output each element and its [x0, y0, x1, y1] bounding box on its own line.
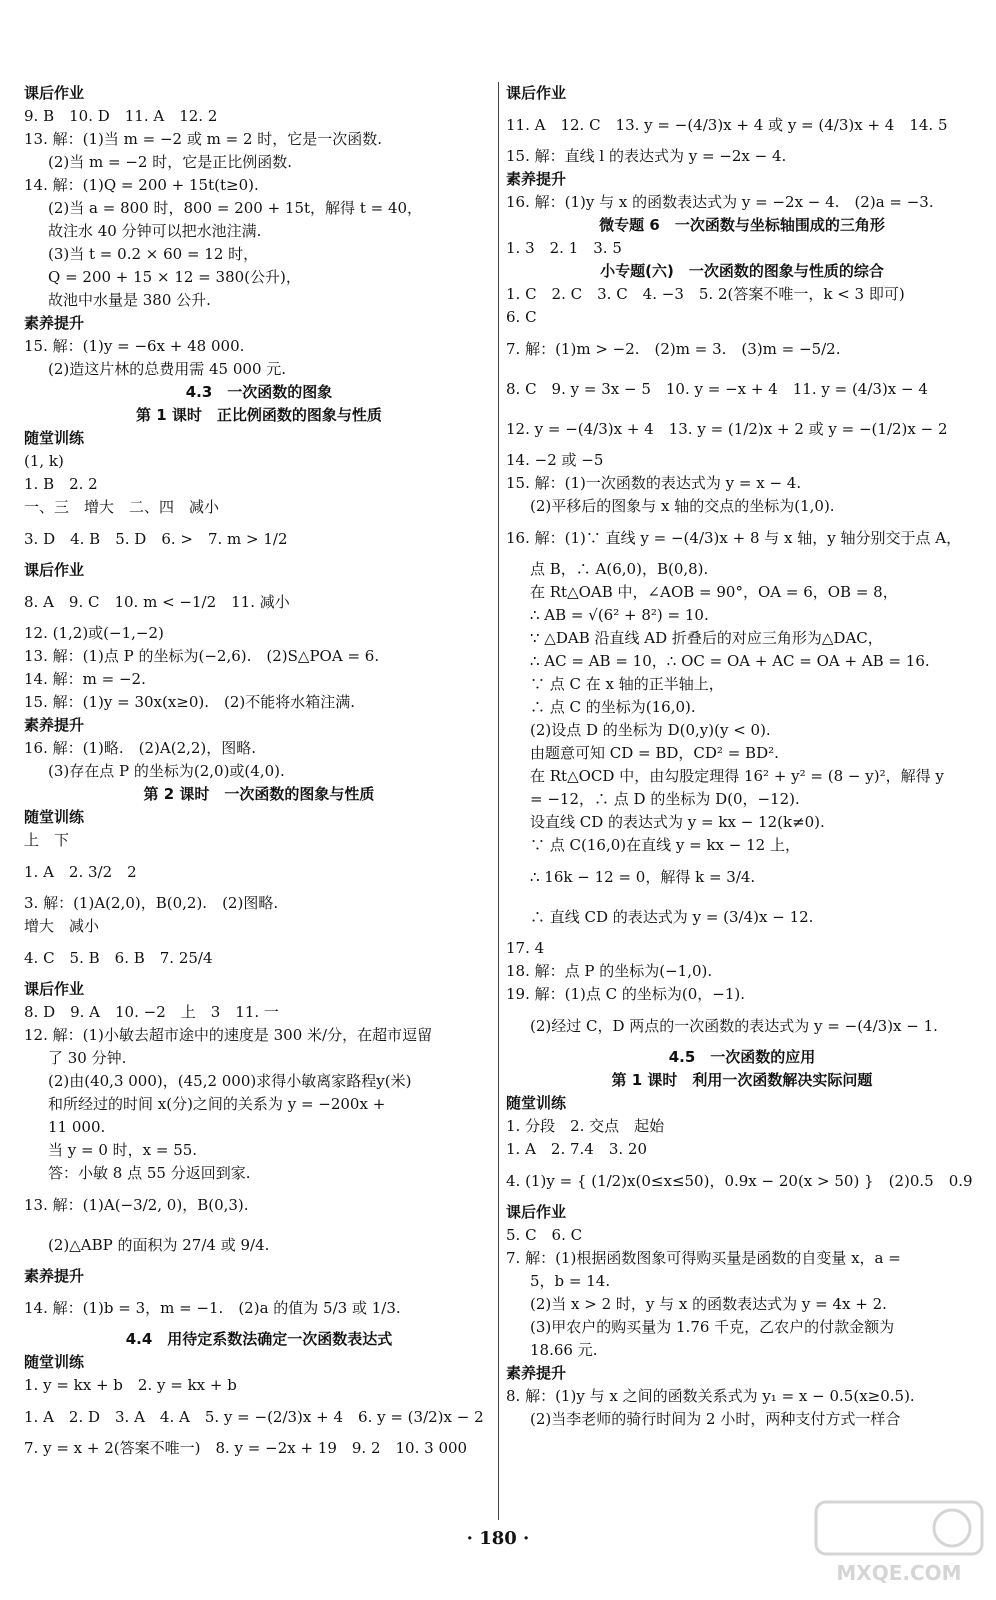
answer-line: (2)由(40,3 000)，(45,2 000)求得小敏离家路程y(米)	[48, 1072, 412, 1090]
answer-line: (2)平移后的图象与 x 轴的交点的坐标为(1,0).	[530, 497, 835, 515]
answer-line: 7. 解：(1)m > −2. (2)m = 3. (3)m = −5/2.	[506, 340, 841, 358]
right-column	[506, 82, 978, 1431]
section-title: 第 2 课时 一次函数的图象与性质	[143, 785, 375, 803]
section-title: 小专题(六) 一次函数的图象与性质的综合	[600, 262, 884, 280]
answer-line: 14. 解：(1)b = 3，m = −1. (2)a 的值为 5/3 或 1/3.	[24, 1299, 401, 1317]
answer-line: 14. 解：(1)Q = 200 + 15t(t≥0).	[24, 176, 259, 194]
section-heading: 随堂训练	[24, 808, 85, 826]
answer-line: 15. 解：直线 l 的表达式为 y = −2x − 4.	[506, 147, 787, 165]
answer-line: ∵ 点 C(16,0)在直线 y = kx − 12 上，	[530, 836, 800, 854]
answer-line: 当 y = 0 时，x = 55.	[48, 1141, 198, 1159]
answer-line: 设直线 CD 的表达式为 y = kx − 12(k≠0).	[530, 813, 825, 831]
answer-line: (2)当李老师的骑行时间为 2 小时，两种支付方式一样合	[530, 1410, 901, 1428]
answer-line: 和所经过的时间 x(分)之间的关系为 y = −200x +	[48, 1095, 386, 1113]
answer-line: Q = 200 + 15 × 12 = 380(公升)，	[48, 268, 301, 286]
answer-line: (2)造这片林的总费用需 45 000 元.	[48, 360, 287, 378]
answer-line: 1. B 2. 2	[24, 475, 98, 493]
answer-line: ∴ AB = √(6² + 8²) = 10.	[530, 606, 709, 624]
answer-line: 12. 解：(1)小敏去超市途中的速度是 300 米/分，在超市逗留	[24, 1026, 433, 1044]
answer-line: 增大 减小	[24, 917, 100, 935]
answer-line: ∴ 直线 CD 的表达式为 y = (3/4)x − 12.	[530, 908, 814, 926]
answer-line: 故注水 40 分钟可以把水池注满.	[48, 222, 262, 240]
section-heading: 随堂训练	[24, 1353, 85, 1371]
answer-line: ∴ 点 C 的坐标为(16,0).	[530, 698, 696, 716]
answer-line: 18. 解：点 P 的坐标为(−1,0).	[506, 962, 713, 980]
answer-line: 1. A 2. 7.4 3. 20	[506, 1140, 648, 1158]
answer-line: (2)当 a = 800 时，800 = 200 + 15t，解得 t = 40，	[48, 199, 423, 217]
page-number: · 180 ·	[466, 1528, 530, 1549]
section-heading: 素养提升	[24, 716, 85, 734]
answer-line: 13. 解：(1)A(−3/2, 0)，B(0,3).	[24, 1196, 249, 1214]
answer-line: 14. −2 或 −5	[506, 451, 604, 469]
answer-line: 15. 解：(1)一次函数的表达式为 y = x − 4.	[506, 474, 802, 492]
section-heading: 课后作业	[24, 84, 85, 102]
answer-line: 8. A 9. C 10. m < −1/2 11. 减小	[24, 593, 290, 611]
answer-line: 16. 解：(1)y 与 x 的函数表达式为 y = −2x − 4. (2)a = −3.	[506, 193, 934, 211]
answer-line: = −12，∴ 点 D 的坐标为 D(0，−12).	[530, 790, 800, 808]
answer-line: 15. 解：(1)y = −6x + 48 000.	[24, 337, 245, 355]
answer-line: 一、三 增大 二、四 减小	[24, 498, 220, 516]
section-heading: 随堂训练	[506, 1094, 567, 1112]
answer-line: 答：小敏 8 点 55 分返回到家.	[48, 1164, 251, 1182]
section-title: 4.3 一次函数的图象	[185, 383, 333, 401]
answer-line: ∵ △DAB 沿直线 AD 折叠后的对应三角形为△DAC，	[530, 629, 883, 647]
answer-line: 由题意可知 CD = BD，CD² = BD².	[530, 744, 779, 762]
answer-line: 13. 解：(1)当 m = −2 或 m = 2 时，它是一次函数.	[24, 130, 383, 148]
section-heading: 素养提升	[506, 170, 567, 188]
answer-line: 了 30 分钟.	[48, 1049, 127, 1067]
answer-line: 13. 解：(1)点 P 的坐标为(−2,6). (2)S△POA = 6.	[24, 647, 380, 665]
answer-line: 3. 解：(1)A(2,0)，B(0,2). (2)图略.	[24, 894, 279, 912]
svg-text:MXQE.COM: MXQE.COM	[836, 1561, 962, 1585]
section-heading: 课后作业	[506, 84, 567, 102]
answer-line: 1. 3 2. 1 3. 5	[506, 239, 622, 257]
answer-line: 7. y = x + 2(答案不唯一) 8. y = −2x + 19 9. 2 10. 3 000	[24, 1439, 468, 1457]
answer-line: 6. C	[506, 308, 537, 326]
section-heading: 素养提升	[506, 1364, 567, 1382]
answer-line: 17. 4	[506, 939, 545, 957]
answer-line: (3)存在点 P 的坐标为(2,0)或(4,0).	[48, 762, 285, 780]
section-heading: 课后作业	[24, 980, 85, 998]
answer-line: 1. C 2. C 3. C 4. −3 5. 2(答案不唯一，k < 3 即可)	[506, 285, 905, 303]
answer-line: 3. D 4. B 5. D 6. > 7. m > 1/2	[24, 530, 288, 548]
answer-line: 11 000.	[48, 1118, 106, 1136]
answer-line: 在 Rt△OAB 中，∠AOB = 90°，OA = 6，OB = 8，	[530, 583, 898, 601]
answer-line: (2)经过 C，D 两点的一次函数的表达式为 y = −(4/3)x − 1.	[530, 1017, 938, 1035]
answer-line: 12. (1,2)或(−1,−2)	[24, 624, 164, 642]
answer-line: (2)当 x > 2 时，y 与 x 的函数表达式为 y = 4x + 2.	[530, 1295, 887, 1313]
section-heading: 素养提升	[24, 314, 85, 332]
answer-line: (2)设点 D 的坐标为 D(0,y)(y < 0).	[530, 721, 771, 739]
answer-line: 14. 解：m = −2.	[24, 670, 146, 688]
answer-line: ∴ 16k − 12 = 0，解得 k = 3/4.	[530, 868, 756, 886]
answer-line: 4. (1)y = { (1/2)x(0≤x≤50)，0.9x − 20(x > 50) } (2)0.5 0.9	[506, 1172, 973, 1190]
answer-line: 5，b = 14.	[530, 1272, 611, 1290]
answer-line: 9. B 10. D 11. A 12. 2	[24, 107, 218, 125]
column-divider	[498, 82, 499, 1520]
answer-line: 11. A 12. C 13. y = −(4/3)x + 4 或 y = (4/3)x + 4 14. 5	[506, 116, 948, 134]
answer-line: 故池中水量是 380 公升.	[48, 291, 211, 309]
answer-line: 7. 解：(1)根据函数图象可得购买量是函数的自变量 x，a =	[506, 1249, 901, 1267]
answer-line: 15. 解：(1)y = 30x(x≥0). (2)不能将水箱注满.	[24, 693, 356, 711]
answer-line: (2)△ABP 的面积为 27/4 或 9/4.	[48, 1236, 270, 1254]
section-title: 微专题 6 一次函数与坐标轴围成的三角形	[599, 216, 885, 234]
section-title: 4.4 用待定系数法确定一次函数表达式	[125, 1330, 393, 1348]
answer-line: ∵ 点 C 在 x 轴的正半轴上，	[530, 675, 724, 693]
section-heading: 课后作业	[506, 1203, 567, 1221]
answer-line: 5. C 6. C	[506, 1226, 583, 1244]
answer-line: 1. 分段 2. 交点 起始	[506, 1117, 665, 1135]
answer-line: (3)甲农户的购买量为 1.76 千克，乙农户的付款金额为	[530, 1318, 895, 1336]
answer-line: 18.66 元.	[530, 1341, 598, 1359]
answer-line: 16. 解：(1)∵ 直线 y = −(4/3)x + 8 与 x 轴，y 轴分别交于点 A，	[506, 529, 962, 547]
answer-line: 1. A 2. D 3. A 4. A 5. y = −(2/3)x + 4 6. y = (3/2)x − 2	[24, 1408, 484, 1426]
section-title: 第 1 课时 利用一次函数解决实际问题	[611, 1071, 873, 1089]
answer-line: 8. C 9. y = 3x − 5 10. y = −x + 4 11. y = (4/3)x − 4	[506, 380, 928, 398]
answer-line: 8. 解：(1)y 与 x 之间的函数关系式为 y₁ = x − 0.5(x≥0.5).	[506, 1387, 915, 1405]
section-heading: 随堂训练	[24, 429, 85, 447]
section-heading: 素养提升	[24, 1267, 85, 1285]
answer-line: 点 B，∴ A(6,0)，B(0,8).	[530, 560, 709, 578]
answer-line: 1. y = kx + b 2. y = kx + b	[24, 1376, 237, 1394]
answer-line: 在 Rt△OCD 中，由勾股定理得 16² + y² = (8 − y)²，解得 y	[530, 767, 944, 785]
answer-line: 1. A 2. 3/2 2	[24, 863, 137, 881]
answer-line: 12. y = −(4/3)x + 4 13. y = (1/2)x + 2 或 y = −(1/2)x − 2	[506, 420, 948, 438]
left-column	[24, 82, 494, 1460]
section-title: 4.5 一次函数的应用	[668, 1048, 816, 1066]
section-heading: 课后作业	[24, 561, 85, 579]
answer-line: 19. 解：(1)点 C 的坐标为(0，−1).	[506, 985, 746, 1003]
answer-line: ∴ AC = AB = 10，∴ OC = OA + AC = OA + AB = 16.	[530, 652, 930, 670]
answer-line: 16. 解：(1)略. (2)A(2,2)，图略.	[24, 739, 257, 757]
answer-line: 8. D 9. A 10. −2 上 3 11. 一	[24, 1003, 279, 1021]
answer-line: 4. C 5. B 6. B 7. 25/4	[24, 949, 213, 967]
answer-line: (2)当 m = −2 时，它是正比例函数.	[48, 153, 292, 171]
section-title: 第 1 课时 正比例函数的图象与性质	[136, 406, 382, 424]
answer-line: (1, k)	[24, 452, 64, 470]
answer-line: (3)当 t = 0.2 × 60 = 12 时，	[48, 245, 259, 263]
watermark-logo	[814, 1500, 984, 1590]
answer-line: 上 下	[24, 831, 70, 849]
